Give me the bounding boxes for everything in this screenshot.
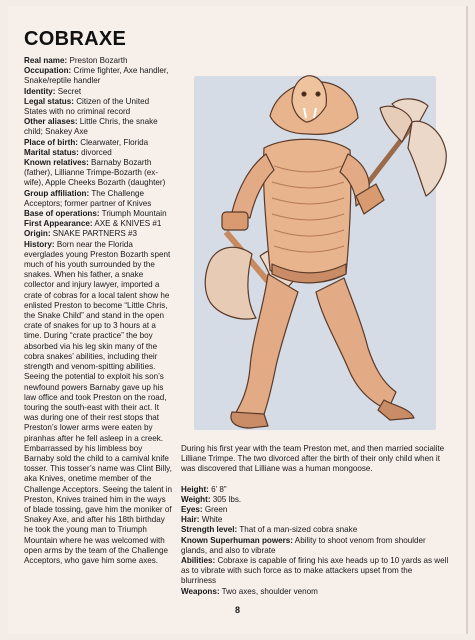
stat-value: That of a man-sized cobra snake [239,525,358,535]
stat-abilities [181,556,449,587]
fact-key: Group affiliation: [24,188,90,198]
fact-value: Secret [57,86,82,96]
fact-key: Marital status: [24,147,79,157]
fact-value: Crime fighter, Axe handler, Snake/reptile handler [24,66,169,86]
stat-value: White [201,515,223,525]
fact-key: Occupation: [24,66,72,76]
stat-weapons [181,587,449,597]
history-paragraph-2: Seeing the potential to exploit his son’s newfound powers Barnaby gave up his law office and took Preston on the road, touring the south-east with their act. It was during one of their rest stops that Preston’s lower arms were eaten by piranhas after he fell asleep in a creek. Embarrassed by his limbless boy Barnaby sold the child to a carnival knife tosser. This tosser’s name was Clint Billy, aka Knives, onetime member of the Challenge Acceptors. Seeing the talent in Preston, Knives trained him in the ways of blade tossing, gave him the moniker of Snakey Axe, and after his 18th birthday he took the young man to Triumph Mountain where he was welcomed with open arms by the team of the Challenge Acceptors, who gave him some axes. [24,372,173,565]
stat-hair [181,515,449,525]
page-number: 8 [234,605,240,615]
stat-key: Known Superhuman powers: [181,535,293,545]
profile-column [24,56,174,566]
stat-value: Cobraxe is capable of firing his axe heads up to 10 yards as well as to vibrate with such force as to make attackers upset from the blurriness [181,556,449,586]
fact-value: divorced [81,147,112,157]
fact-key: Known relatives: [24,158,89,168]
stat-key: Eyes: [181,505,203,515]
history-paragraph-3: During his first year with the team Preston met, and then married socialite Lilliane Trimpe. The two divorced after the birth of their only child when it was discovered that Lilliane was a human mongoose. [181,444,445,474]
fact-value: Preston Bozarth [69,56,128,65]
stat-key: Weapons: [181,586,220,596]
fact-marital-status [24,148,174,158]
fact-value: Citizen of the United States with no criminal record [24,96,150,117]
stat-strength-level [181,525,449,535]
stat-key: Hair: [181,515,200,525]
fact-first-appearance [24,219,174,229]
fact-group-affiliation [24,189,174,209]
fact-value: Little Chris, the snake child; Snakey Axe [24,117,158,137]
stat-value: Two axes, shoulder venom [221,586,318,596]
fact-real-name [24,56,174,66]
stat-height [181,485,449,495]
fact-key: Identity: [24,86,56,96]
stat-value: 305 lbs. [212,494,242,504]
stat-key: Height: [181,484,209,494]
fact-key: Real name: [24,56,68,65]
right-axe-icon [364,99,446,196]
stat-key: Abilities: [181,556,216,566]
stat-value: Ability to shoot venom from shoulder glands, and also to vibrate [181,535,426,555]
history-label: History: [24,239,55,249]
history-text: Born near the Florida everglades young Preston Bozarth spent much of his youth surrounded by the snakes. When his father, a snake collector and injury lawyer, imported a crate of cobras for a local talent show he enlisted Preston to become “Little Chris, the Snake Child” and stand in the open crate of snakes for up to 3 hours at a time. During “crate practice” the boy absorbed via his leg skin many of the cobra snakes’ abilities, including their strength and venom-spitting abilities. [24,239,171,372]
page-title: COBRAXE [24,28,127,50]
fact-key: Legal status: [24,96,74,106]
fact-occupation [24,66,174,86]
cobraxe-figure [180,56,450,436]
fact-value: The Challenge Acceptors; former partner of Knives [24,188,152,208]
fact-identity [24,87,174,97]
stat-value: 6’ 8” [211,484,227,494]
stat-key: Weight: [181,494,211,504]
stat-weight [181,495,449,505]
character-illustration [180,56,450,436]
fact-key: Other aliases: [24,117,78,127]
fact-known-relatives [24,158,174,189]
history-paragraph-1 [24,240,174,373]
fact-key: First Appearance: [24,219,93,229]
fact-key: Place of birth: [24,137,78,147]
fact-value: AXE & KNIVES #1 [94,219,162,229]
fact-value: Triumph Mountain [101,209,167,219]
fact-place-of-birth [24,138,174,148]
fact-value: Barnaby Bozarth (father), Lillianne Trimpe-Bozarth (ex-wife), Apple Cheeks Bozarth (daughter) [24,158,166,188]
stat-eyes [181,505,449,515]
stat-superhuman-powers [181,536,449,556]
fact-value: Clearwater, Florida [80,137,149,147]
stat-value: Green [204,505,228,515]
fact-key: Origin: [24,229,51,239]
fact-other-aliases [24,117,174,137]
fact-base-of-operations [24,209,174,219]
stat-key: Strength level: [181,525,238,535]
fact-origin [24,229,174,239]
fact-legal-status [24,97,174,117]
fact-value: SNAKE PARTNERS #3 [52,229,138,239]
lower-text-block [181,444,449,597]
fact-key: Base of operations: [24,209,100,219]
